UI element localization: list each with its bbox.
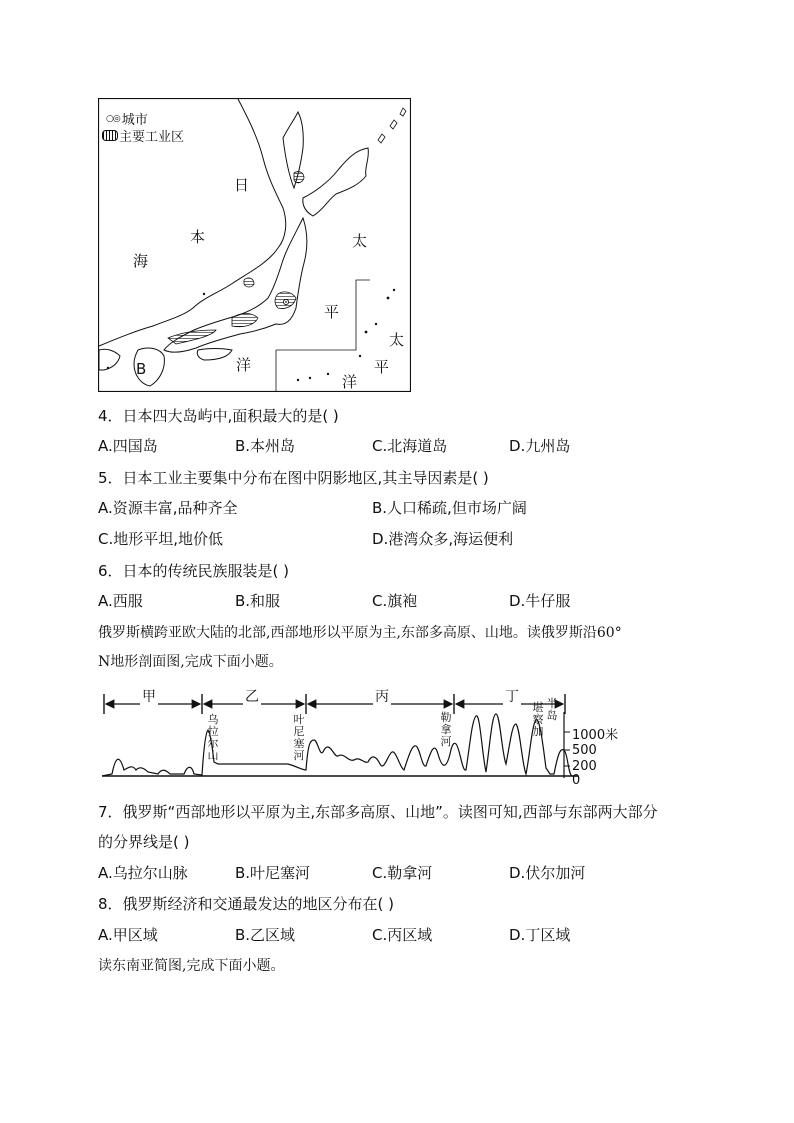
legend-industry bbox=[102, 126, 184, 145]
map-label-ping: 平 bbox=[324, 303, 340, 321]
kamchatka-char-4: 半 bbox=[546, 697, 558, 710]
q8-option-b[interactable]: B.乙区域 bbox=[235, 926, 296, 944]
question-8-stem: 8．俄罗斯经济和交通最发达的地区分布在( ) bbox=[98, 895, 395, 913]
ural-char-1: 乌 bbox=[207, 713, 219, 726]
map-label-yang: 洋 bbox=[236, 356, 252, 374]
q5-option-d[interactable]: D.港湾众多,海运便利 bbox=[372, 530, 514, 548]
scale-500: 500 bbox=[572, 743, 597, 758]
kamchatka-char-1: 堪 bbox=[532, 701, 544, 714]
q8-option-a[interactable]: A.甲区域 bbox=[98, 926, 158, 944]
q7-option-b[interactable]: B.叶尼塞河 bbox=[235, 864, 311, 882]
kamchatka-char-2: 察 bbox=[532, 713, 544, 726]
legend-city-label: 城市 bbox=[121, 113, 148, 128]
lena-char-1: 勒 bbox=[440, 711, 452, 724]
russia-intro-line1: 俄罗斯横跨亚欧大陆的北部,西部地形以平原为主,东部多高原、山地。读俄罗斯沿60° bbox=[98, 625, 622, 641]
legend-industry-label: 主要工业区 bbox=[119, 130, 185, 145]
q6-option-c[interactable]: C.旗袍 bbox=[372, 592, 418, 610]
q7-option-d[interactable]: D.伏尔加河 bbox=[509, 864, 586, 882]
q6-option-d[interactable]: D.牛仔服 bbox=[509, 592, 571, 610]
q6-option-a[interactable]: A.西服 bbox=[98, 592, 143, 610]
kamchatka-char-5: 岛 bbox=[546, 709, 558, 722]
feature-kamchatka-b bbox=[546, 698, 558, 722]
q7-option-c[interactable]: C.勒拿河 bbox=[372, 864, 433, 882]
lena-char-2: 拿 bbox=[440, 723, 452, 736]
yenisei-char-3: 塞 bbox=[293, 737, 305, 750]
q4-option-d[interactable]: D.九州岛 bbox=[509, 437, 571, 455]
scale-0: 0 bbox=[572, 773, 581, 788]
feature-yenisei bbox=[293, 714, 305, 762]
japan-map bbox=[98, 98, 411, 392]
question-7-stem-line1: 7．俄罗斯“西部地形以平原为主,东部多高原、山地”。读图可知,西部与东部两大部分 bbox=[98, 803, 658, 821]
region-yi: 乙 bbox=[243, 686, 261, 706]
ural-char-3: 尔 bbox=[207, 737, 219, 750]
region-ding: 丁 bbox=[503, 686, 521, 706]
question-7-stem-line2: 的分界线是( ) bbox=[98, 833, 190, 851]
inset-label-ping: 平 bbox=[374, 358, 390, 376]
feature-lena bbox=[440, 712, 452, 748]
scale-200: 200 bbox=[572, 759, 597, 774]
ural-char-2: 拉 bbox=[207, 725, 219, 738]
q4-option-c[interactable]: C.北海道岛 bbox=[372, 437, 448, 455]
region-jia: 甲 bbox=[140, 686, 158, 706]
region-bing: 丙 bbox=[373, 686, 391, 706]
map-label-ri: 日 bbox=[234, 176, 250, 194]
lena-char-3: 河 bbox=[440, 735, 452, 748]
yenisei-char-1: 叶 bbox=[293, 713, 305, 726]
map-label-hai: 海 bbox=[133, 252, 149, 270]
map-label-ben: 本 bbox=[190, 228, 206, 246]
q5-option-c[interactable]: C.地形平坦,地价低 bbox=[98, 530, 224, 548]
q8-option-d[interactable]: D.丁区域 bbox=[509, 926, 571, 944]
yenisei-char-2: 尼 bbox=[293, 725, 305, 738]
q5-option-a[interactable]: A.资源丰富,品种齐全 bbox=[98, 499, 238, 517]
feature-ural bbox=[207, 714, 219, 762]
q6-option-b[interactable]: B.和服 bbox=[235, 592, 281, 610]
industry-hatch-icon bbox=[102, 130, 118, 141]
sea-intro-line1: 读东南亚简图,完成下面小题。 bbox=[98, 958, 285, 974]
question-4-stem: 4．日本四大岛屿中,面积最大的是( ) bbox=[98, 407, 339, 425]
inset-label-tai: 太 bbox=[389, 331, 405, 349]
q4-option-b[interactable]: B.本州岛 bbox=[235, 437, 296, 455]
question-6-stem: 6．日本的传统民族服装是( ) bbox=[98, 562, 290, 580]
q5-option-b[interactable]: B.人口稀疏,但市场广阔 bbox=[372, 499, 527, 517]
q8-option-c[interactable]: C.丙区域 bbox=[372, 926, 433, 944]
inset-label-yang: 洋 bbox=[342, 373, 358, 391]
russia-intro-line2: N地形剖面图,完成下面小题。 bbox=[98, 654, 283, 670]
feature-kamchatka-a bbox=[532, 702, 544, 738]
q4-option-a[interactable]: A.四国岛 bbox=[98, 437, 158, 455]
question-5-stem: 5．日本工业主要集中分布在图中阴影地区,其主导因素是( ) bbox=[98, 469, 489, 487]
yenisei-char-4: 河 bbox=[293, 749, 305, 762]
russia-profile-diagram bbox=[98, 684, 638, 788]
map-label-b: B bbox=[136, 360, 147, 378]
q7-option-a[interactable]: A.乌拉尔山脉 bbox=[98, 864, 188, 882]
kamchatka-char-3: 加 bbox=[532, 725, 544, 738]
scale-1000: 1000米 bbox=[572, 728, 619, 743]
ural-char-4: 山 bbox=[207, 749, 219, 762]
map-label-tai: 太 bbox=[352, 232, 368, 250]
city-symbol-icon: ○◎ bbox=[106, 113, 120, 124]
